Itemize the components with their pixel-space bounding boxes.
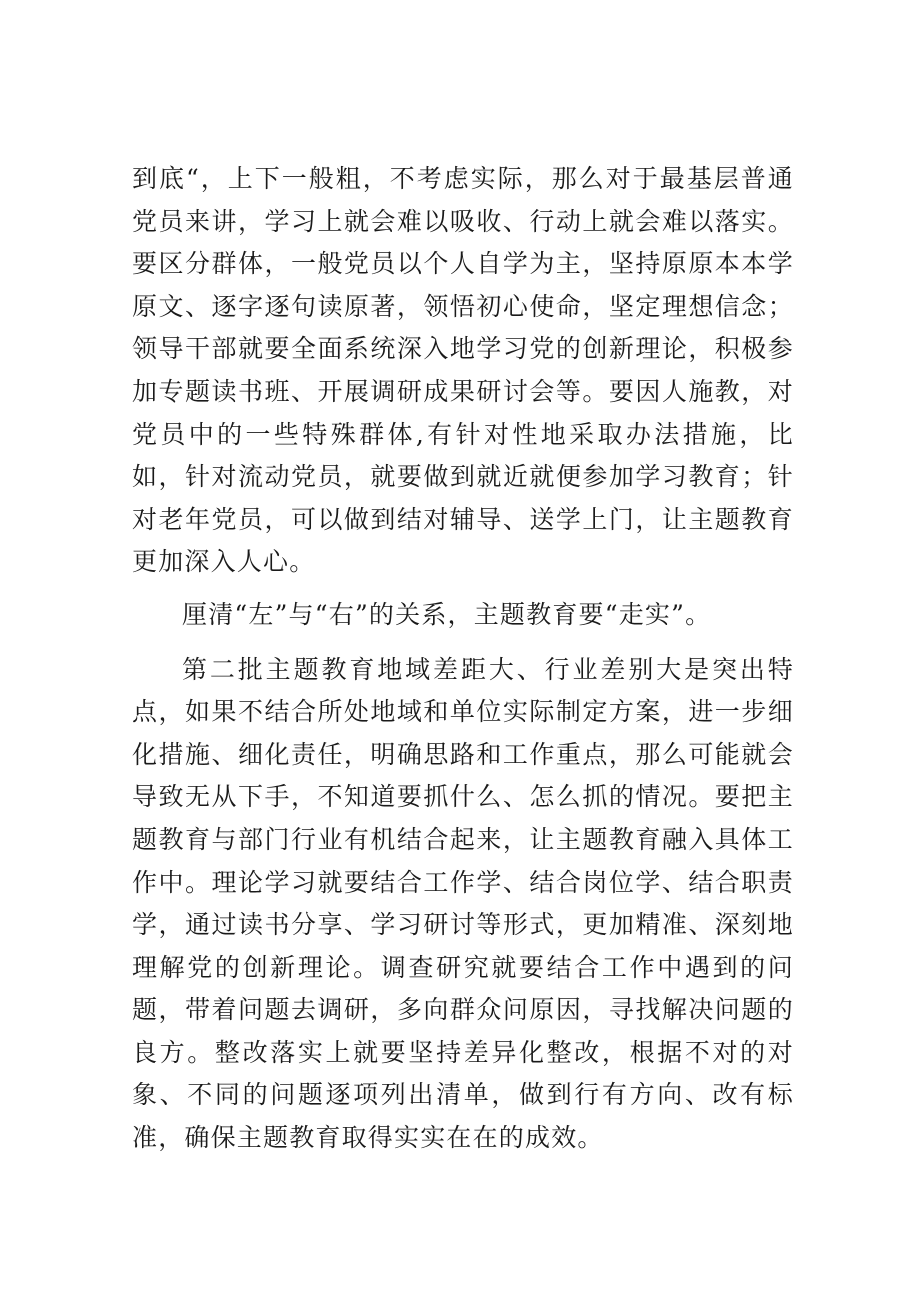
paragraph-continued: 到底“，上下一般粗，不考虑实际，那么对于最基层普通党员来讲，学习上就会难以吸收、行动上就会难以落实。要区分群体，一般党员以个人自学为主，坚持原原本本学原文、逐字逐句读原著，领悟初心使命，坚定理想信念；领导干部就要全面系统深入地学习党的创新理论，积极参加专题读书班、开展调研成果研讨会等。要因人施教，对党员中的一些特殊群体,有针对性地采取办法措施，比如，针对流动党员，就要做到就近就便参加学习教育；针对老年党员，可以做到结对辅导、送学上门，让主题教育更加深入人心。: [132, 164, 794, 577]
section-heading: 厘清“左”与“右”的关系，主题教育要“走实”。: [182, 599, 712, 629]
document-body: [132, 158, 794, 1170]
paragraph-body: 第二批主题教育地域差距大、行业差别大是突出特点，如果不结合所处地域和单位实际制定方案，进一步细化措施、细化责任，明确思路和工作重点，那么可能就会导致无从下手，不知道要抓什么、怎么抓的情况。要把主题教育与部门行业有机结合起来，让主题教育融入具体工作中。理论学习就要结合工作学、结合岗位学、结合职责学，通过读书分享、学习研讨等形式，更加精准、深刻地理解党的创新理论。调查研究就要结合工作中遇到的问题，带着问题去调研，多向群众问原因，寻找解决问题的良方。整改落实上就要坚持差异化整改，根据不对的对象、不同的问题逐项列出清单，做到行有方向、改有标准，确保主题教育取得实实在在的成效。: [132, 654, 794, 1153]
